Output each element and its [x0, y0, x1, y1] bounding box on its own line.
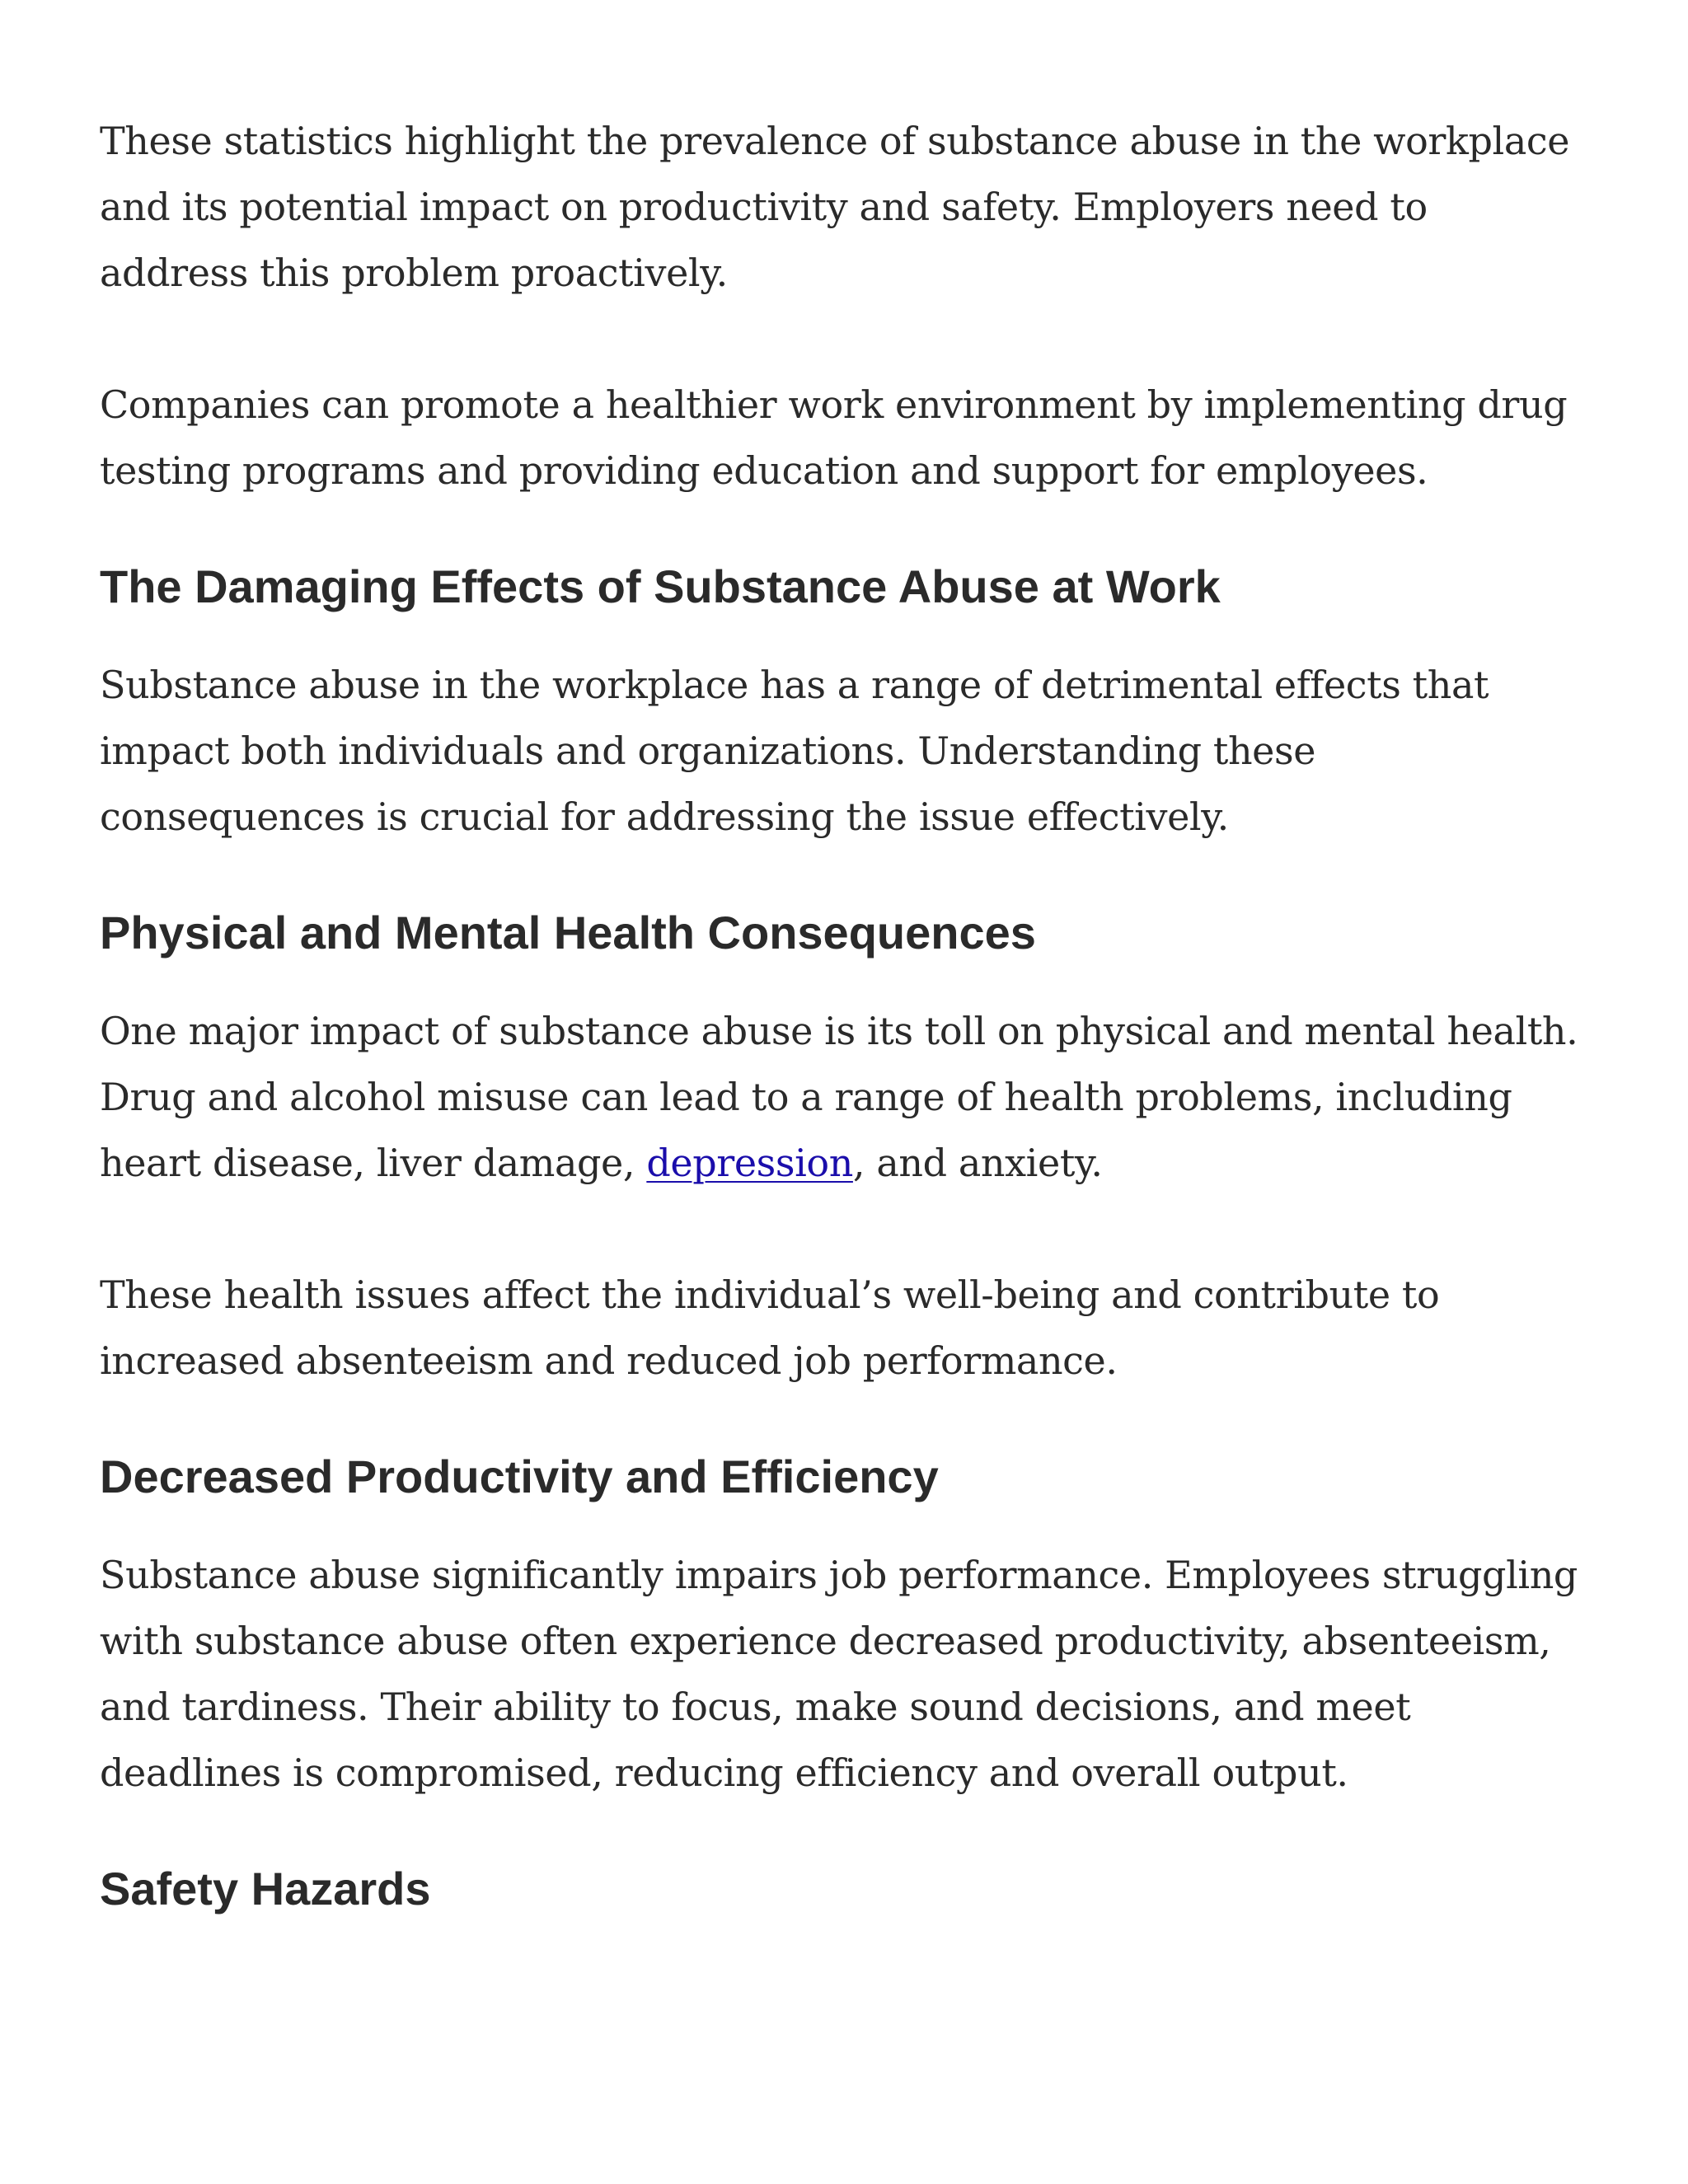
depression-link[interactable]: depression: [646, 1141, 853, 1185]
intro-paragraph-2: Companies can promote a healthier work environment by implementing drug testing programs and providing education and support for employees.: [100, 382, 1568, 493]
section-heading-decreased-productivity: Decreased Productivity and Efficiency: [100, 1451, 939, 1502]
health-text-after-link: , and anxiety.: [852, 1141, 1103, 1185]
section-heading-health-consequences: Physical and Mental Health Consequences: [100, 907, 1036, 958]
damaging-effects-paragraph: Substance abuse in the workplace has a range of detrimental effects that impact both individuals and organizations. Understanding these consequences is crucial for addressing the issue effectively.: [100, 663, 1489, 839]
intro-paragraph-1: These statistics highlight the prevalence of substance abuse in the workplace and its potential impact on productivity and safety. Employers need to address this problem proactively.: [100, 119, 1570, 295]
health-consequences-paragraph-1: [100, 998, 1583, 1196]
section-heading-damaging-effects: The Damaging Effects of Substance Abuse at Work: [100, 560, 1221, 612]
section-heading-safety-hazards: Safety Hazards: [100, 1863, 431, 1915]
decreased-productivity-paragraph: Substance abuse significantly impairs job performance. Employees struggling with substance abuse often experience decreased productivity, absenteeism, and tardiness. Their ability to focus, make sound decisions, and meet deadlines is compromised, reducing efficiency and overall output.: [100, 1553, 1578, 1795]
article-body: [100, 108, 1583, 1916]
health-consequences-paragraph-2: These health issues affect the individual’s well-being and contribute to increased absenteeism and reduced job performance.: [100, 1272, 1440, 1383]
health-text-before-link: One major impact of substance abuse is its toll on physical and mental health. Drug and alcohol misuse can lead to a range of health problems, including heart disease, liver damage,: [100, 1009, 1578, 1185]
